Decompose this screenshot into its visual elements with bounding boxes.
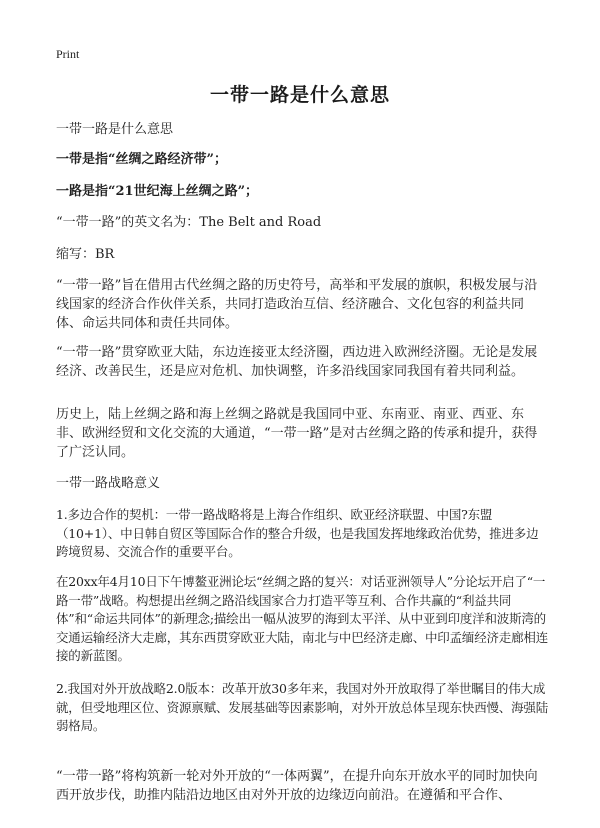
paragraph-english-name: “一带一路”的英文名为：The Belt and Road [56,215,322,230]
print-link[interactable]: Print [56,47,80,61]
page-title: 一带一路是什么意思 [209,84,390,106]
paragraph-one-body-two-wings: “一带一路”将构筑新一轮对外开放的“一体两翼”，在提升向东开放水平的同时加快向西开放步伐，助推内陆沿边地区由对外开放的边缘迈向前沿。在遵循和平合作、 [56,769,538,803]
paragraph-history: 历史上，陆上丝绸之路和海上丝绸之路就是我国同中亚、东南亚、南亚、西亚、东非、欧洲经贸和文化交流的大通道，“一带一路”是对古丝绸之路的传承和提升，获得了广泛认同。 [56,407,538,460]
paragraph-yilu-definition: 一路是指“21世纪海上丝绸之路”； [56,184,259,199]
paragraph-intro-heading: 一带一路是什么意思 [56,122,174,137]
paragraph-abbreviation: 缩写：BR [56,247,115,262]
paragraph-eurasia: “一带一路”贯穿欧亚大陆，东边连接亚太经济圈，西边进入欧洲经济圈。无论是发展经济、改善民生，还是应对危机、加快调整，许多沿线国家同我国有着共同利益。 [56,345,538,379]
section-heading-strategic-significance: 一带一路战略意义 [56,476,161,491]
paragraph-purpose: “一带一路”旨在借用古代丝绸之路的历史符号，高举和平发展的旗帜，积极发展与沿线国家的经济合作伙伴关系，共同打造政治互信、经济融合、文化包容的利益共同体、命运共同体和责任共同体。 [56,278,538,331]
paragraph-multilateral: 1.多边合作的契机：一带一路战略将是上海合作组织、欧亚经济联盟、中国?东盟（10+1）、中日韩自贸区等国际合作的整合升级，也是我国发挥地缘政治优势，推进多边跨境贸易、交流合作的重要平台。 [56,507,539,559]
paragraph-boao-forum: 在20xx年4月10日下午博鳌亚洲论坛“丝绸之路的复兴：对话亚洲领导人”分论坛开启了“一路一带”战略。构想提出丝绸之路沿线国家合力打造平等互利、合作共赢的“利益共同体”和“命运共同体”的新理念;描绘出一幅从波罗的海到太平洋、从中亚到印度洋和波斯湾的交通运输经济大走廊，其东西贯穿欧亚大陆，南北与中巴经济走廊、中印孟缅经济走廊相连接的新蓝图。 [56,574,549,663]
paragraph-opening-strategy: 2.我国对外开放战略2.0版本：改革开放30多年来，我国对外开放取得了举世瞩目的伟大成就，但受地理区位、资源禀赋、发展基础等因素影响，对外开放总体呈现东快西慢、海强陆弱格局。 [56,681,549,733]
paragraph-yidai-definition: 一带是指“丝绸之路经济带”； [56,152,227,167]
